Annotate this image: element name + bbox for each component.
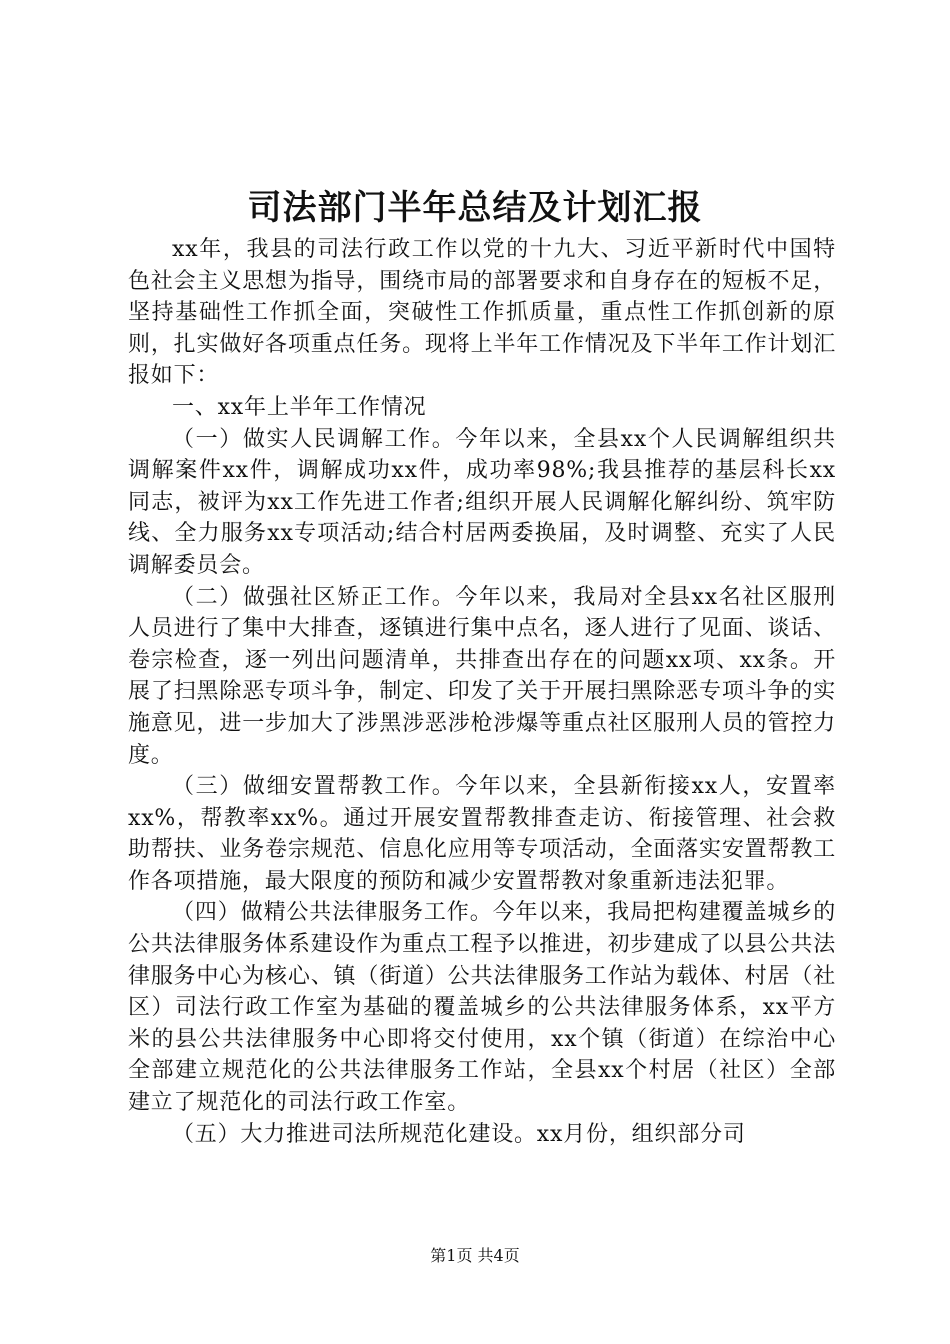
document-body: [128, 234, 836, 1150]
paragraph-legal-services: （四）做精公共法律服务工作。今年以来，我局把构建覆盖城乡的公共法律服务体系建设作为重点工程予以推进，初步建成了以县公共法律服务中心为核心、镇（街道）公共法律服务工作站为载体、村居（社区）司法行政工作室为基础的覆盖城乡的公共法律服务体系，xx平方米的县公共法律服务中心即将交付使用，xx个镇（街道）在综治中心全部建立规范化的公共法律服务工作站，全县xx个村居（社区）全部建立了规范化的司法行政工作室。: [128, 900, 836, 1116]
paragraph-mediation: （一）做实人民调解工作。今年以来，全县xx个人民调解组织共调解案件xx件，调解成功xx件，成功率98%;我县推荐的基层科长xx同志，被评为xx工作先进工作者;组织开展人民调解化解纠纷、筑牢防线、全力服务xx专项活动;结合村居两委换届，及时调整、充实了人民调解委员会。: [128, 426, 836, 578]
paragraph-intro: xx年，我县的司法行政工作以党的十九大、习近平新时代中国特色社会主义思想为指导，围绕市局的部署要求和自身存在的短板不足，坚持基础性工作抓全面，突破性工作抓质量，重点性工作抓创新的原则，扎实做好各项重点任务。现将上半年工作情况及下半年工作计划汇报如下：: [128, 237, 836, 389]
document-title: 司法部门半年总结及计划汇报: [247, 188, 703, 228]
paragraph-resettlement: （三）做细安置帮教工作。今年以来，全县新衔接xx人，安置率xx%，帮教率xx%。通过开展安置帮教排查走访、衔接管理、社会救助帮扶、业务卷宗规范、信息化应用等专项活动，全面落实安置帮教工作各项措施，最大限度的预防和减少安置帮教对象重新违法犯罪。: [128, 774, 836, 894]
page-footer: 第1页 共4页: [430, 1246, 520, 1265]
paragraph-community-correction: （二）做强社区矫正工作。今年以来，我局对全县xx名社区服刑人员进行了集中大排查，逐镇进行集中点名，逐人进行了见面、谈话、卷宗检查，逐一列出问题清单，共排查出存在的问题xx项、xx条。开展了扫黑除恶专项斗争，制定、印发了关于开展扫黑除恶专项斗争的实施意见，进一步加大了涉黑涉恶涉枪涉爆等重点社区服刑人员的管控力度。: [128, 584, 836, 768]
section-heading: 一、xx年上半年工作情况: [172, 394, 427, 420]
paragraph-judicial-office: （五）大力推进司法所规范化建设。xx月份，组织部分司: [172, 1121, 746, 1147]
